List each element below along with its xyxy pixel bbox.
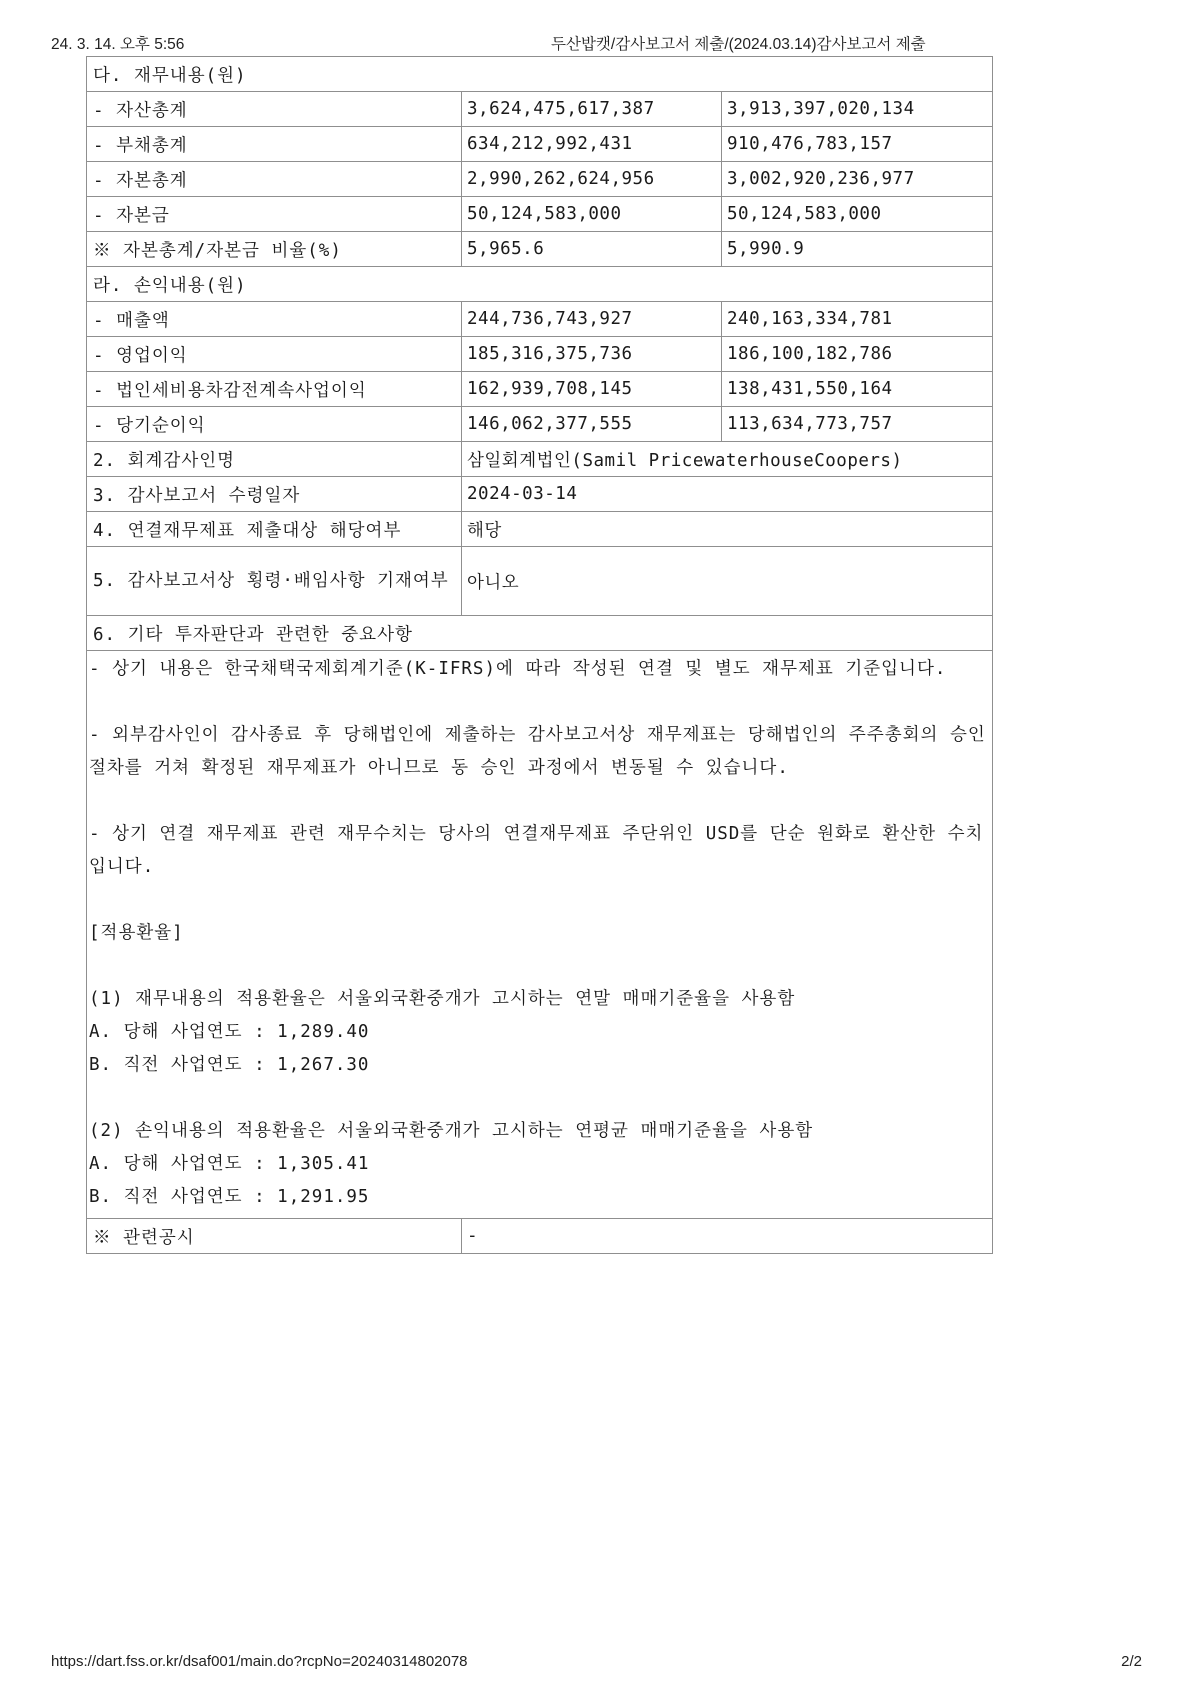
note-spacer: [89, 1082, 988, 1115]
income-heading: 라. 손익내용(원): [87, 267, 993, 302]
note-line: (2) 손익내용의 적용환율은 서울외국환중개가 고시하는 연평균 매매기준율을 사용함: [89, 1121, 814, 1141]
row-label: - 당기순이익: [87, 407, 462, 442]
receipt-date-value: 2024-03-14: [462, 477, 993, 512]
note-spacer: [89, 950, 988, 983]
row-label: - 영업이익: [87, 337, 462, 372]
note-line: - 외부감사인이 감사종료 후 당해법인에 제출하는 감사보고서상 재무제표는 당해법인의 주주총회의 승인 절차를 거쳐 확정된 재무제표가 아니므로 동 승인 과정에서 변동될 수 있습니다.: [89, 725, 986, 778]
note-line: A. 당해 사업연도 : 1,289.40: [89, 1022, 370, 1042]
table-row: [87, 232, 993, 267]
print-doc-title: 두산밥캣/감사보고서 제출/(2024.03.14)감사보고서 제출: [551, 36, 926, 53]
table-row: [87, 92, 993, 127]
consolidated-label: 4. 연결재무제표 제출대상 해당여부: [87, 512, 462, 547]
print-header: [51, 32, 1150, 54]
row-label: - 자본금: [87, 197, 462, 232]
current-year-value: 244,736,743,927: [462, 302, 722, 337]
note-line: [적용환율]: [89, 923, 184, 943]
row-label: - 법인세비용차감전계속사업이익: [87, 372, 462, 407]
prior-year-value: 138,431,550,164: [722, 372, 993, 407]
table-row: [87, 127, 993, 162]
note-spacer: [89, 884, 988, 917]
info-row-embezzlement: [87, 547, 993, 616]
related-disclosure-row: [87, 1219, 993, 1254]
auditor-value: 삼일회계법인(Samil PricewaterhouseCoopers): [462, 442, 993, 477]
note-spacer: [89, 686, 988, 719]
receipt-date-label: 3. 감사보고서 수령일자: [87, 477, 462, 512]
income-heading-row: [87, 267, 993, 302]
financial-heading: 다. 재무내용(원): [87, 57, 993, 92]
notes-row: [87, 651, 993, 1219]
print-datetime: 24. 3. 14. 오후 5:56: [51, 36, 185, 53]
other-heading-row: [87, 616, 993, 651]
print-footer: [51, 1653, 1142, 1675]
table-row: [87, 302, 993, 337]
print-url: https://dart.fss.or.kr/dsaf001/main.do?rcpNo=20240314802078: [51, 1653, 468, 1670]
note-spacer: [89, 785, 988, 818]
table-row: [87, 337, 993, 372]
note-line: B. 직전 사업연도 : 1,267.30: [89, 1055, 370, 1075]
current-year-value: 50,124,583,000: [462, 197, 722, 232]
prior-year-value: 3,913,397,020,134: [722, 92, 993, 127]
table-row: [87, 372, 993, 407]
current-year-value: 162,939,708,145: [462, 372, 722, 407]
current-year-value: 2,990,262,624,956: [462, 162, 722, 197]
prior-year-value: 50,124,583,000: [722, 197, 993, 232]
auditor-label: 2. 회계감사인명: [87, 442, 462, 477]
row-label: - 매출액: [87, 302, 462, 337]
note-line: - 상기 내용은 한국채택국제회계기준(K-IFRS)에 따라 작성된 연결 및 별도 재무제표 기준입니다.: [89, 659, 947, 679]
current-year-value: 634,212,992,431: [462, 127, 722, 162]
embezzlement-value: 아니오: [462, 547, 993, 616]
other-heading: 6. 기타 투자판단과 관련한 중요사항: [87, 616, 993, 651]
row-label: - 자산총계: [87, 92, 462, 127]
audit-report-table: [86, 56, 993, 1254]
prior-year-value: 113,634,773,757: [722, 407, 993, 442]
row-label: - 부채총계: [87, 127, 462, 162]
current-year-value: 5,965.6: [462, 232, 722, 267]
note-line: - 상기 연결 재무제표 관련 재무수치는 당사의 연결재무제표 주단위인 USD를 단순 원화로 환산한 수치입니다.: [89, 824, 984, 877]
table-row: [87, 197, 993, 232]
financial-heading-row: [87, 57, 993, 92]
row-label: - 자본총계: [87, 162, 462, 197]
current-year-value: 3,624,475,617,387: [462, 92, 722, 127]
info-row-auditor: [87, 442, 993, 477]
prior-year-value: 240,163,334,781: [722, 302, 993, 337]
embezzlement-label: 5. 감사보고서상 횡령·배임사항 기재여부: [87, 547, 462, 616]
row-label: ※ 자본총계/자본금 비율(%): [87, 232, 462, 267]
prior-year-value: 186,100,182,786: [722, 337, 993, 372]
notes-cell: [87, 651, 993, 1219]
prior-year-value: 5,990.9: [722, 232, 993, 267]
prior-year-value: 910,476,783,157: [722, 127, 993, 162]
current-year-value: 185,316,375,736: [462, 337, 722, 372]
consolidated-value: 해당: [462, 512, 993, 547]
info-row-consolidated: [87, 512, 993, 547]
note-line: (1) 재무내용의 적용환율은 서울외국환중개가 고시하는 연말 매매기준율을 사용함: [89, 989, 796, 1009]
note-line: B. 직전 사업연도 : 1,291.95: [89, 1187, 370, 1207]
page-number: 2/2: [1121, 1653, 1142, 1670]
current-year-value: 146,062,377,555: [462, 407, 722, 442]
table-row: [87, 407, 993, 442]
table-row: [87, 162, 993, 197]
info-row-receipt-date: [87, 477, 993, 512]
related-disclosure-label: ※ 관련공시: [87, 1219, 462, 1254]
related-disclosure-value: -: [462, 1219, 993, 1254]
prior-year-value: 3,002,920,236,977: [722, 162, 993, 197]
note-line: A. 당해 사업연도 : 1,305.41: [89, 1154, 370, 1174]
